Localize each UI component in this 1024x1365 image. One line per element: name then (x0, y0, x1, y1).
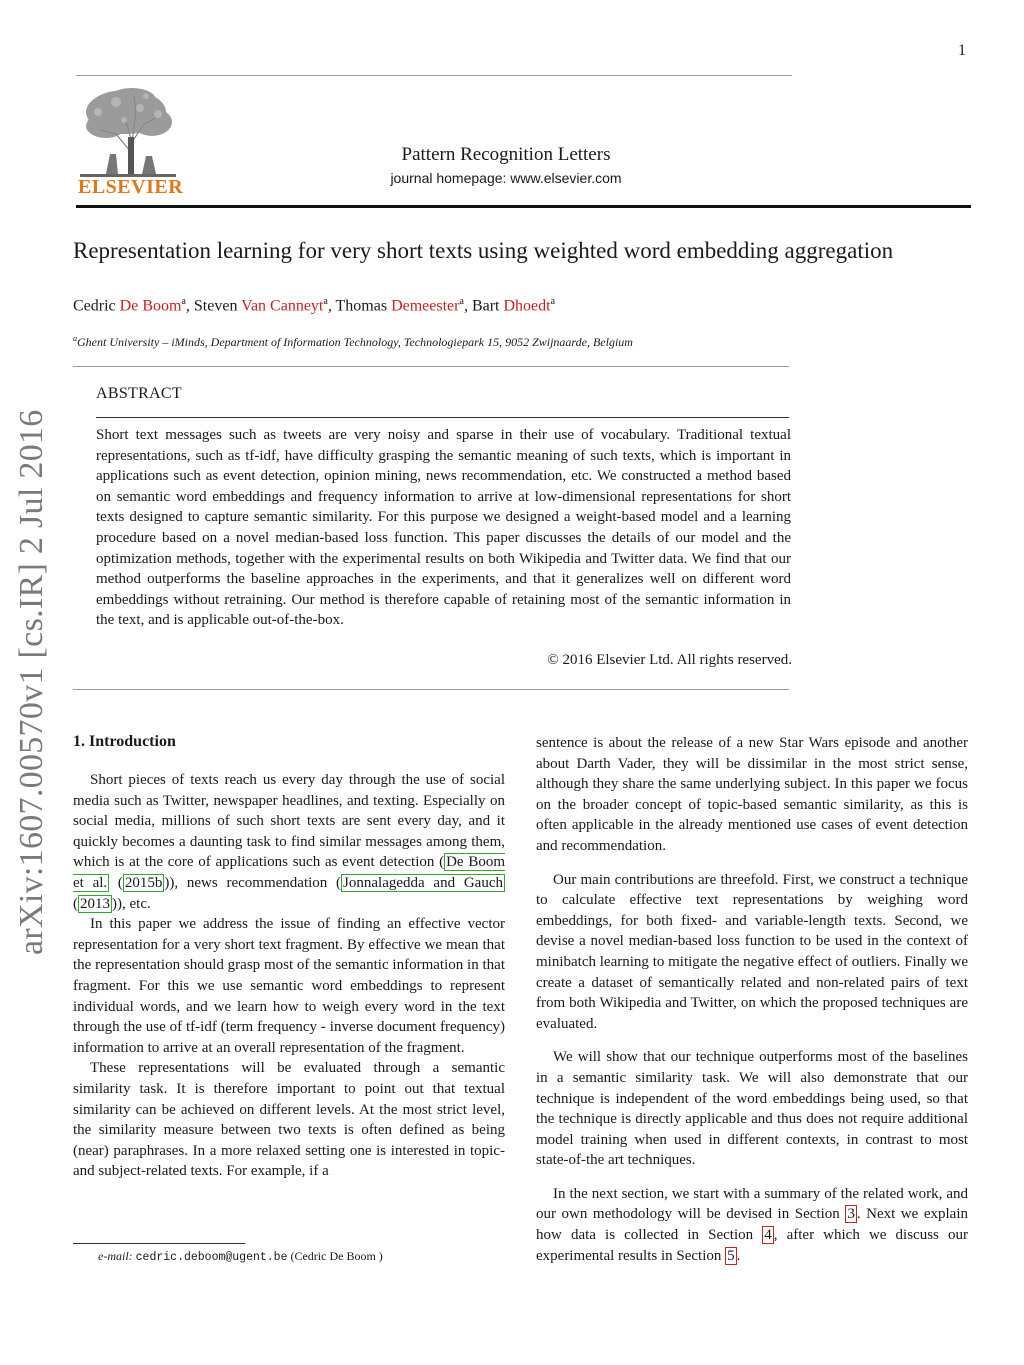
author-last: Demeester (391, 297, 460, 315)
author-first: Steven (193, 297, 242, 315)
author-last: Van Canneyt (241, 297, 324, 315)
paper-title: Representation learning for very short texts using weighted word embedding aggregation (73, 238, 894, 263)
footnote (98, 1249, 383, 1264)
author-last: Dhoedt (503, 297, 551, 315)
left-column (73, 770, 505, 1182)
citation-link[interactable]: De Boom et al. (73, 854, 505, 891)
header-top-rule (76, 75, 792, 76)
intro-paragraph: We will show that our technique outperforms most of the baselines in a semantic similarity task. We will also demonstrate that our technique is independent of the word embeddings being used, so that the technique is directly applicable and thus does not require additional model training when used in different contexts, in contrast to most state-of-the art techniques. (536, 1049, 968, 1169)
intro-paragraph: Short pieces of texts reach us every day through the use of social media such as Twitter, newspaper headlines, and texting. Especially on social media, millions of such short texts are sent every day, and it quickly becomes a daunting task to find similar messages among them, which is at the core of applications such as event detection ( De Boom et al. ( 2015b )), news recommendation ( Jonnalagedda and Gauch ( 2013 )), etc. (73, 772, 505, 912)
abstract-heading-rule (96, 417, 789, 418)
footnote-label: e-mail: (98, 1249, 133, 1263)
abstract-heading: ABSTRACT (96, 385, 182, 402)
author-affiliation-mark: a (459, 296, 464, 307)
section-reference-link[interactable]: 5 (727, 1247, 735, 1264)
citation-link[interactable]: Jonnalagedda and Gauch (343, 874, 503, 891)
header-bottom-rule (76, 205, 971, 208)
author-affiliation-mark: a (181, 296, 186, 307)
author-first: Bart (471, 297, 504, 315)
section-heading-introduction: 1. Introduction (73, 733, 176, 750)
citation-year-link[interactable]: 2013 (80, 895, 110, 912)
author-last: De Boom (119, 297, 182, 315)
author-affiliation-mark: a (323, 296, 328, 307)
abstract-text: Short text messages such as tweets are very noisy and sparse in their use of vocabulary. Traditional textual representations, such as tf-idf, have difficulty grasping the semantic meaning of such texts, which is important in applications such as event detection, opinion mining, news recommendation, etc. We constructed a method based on semantic word embeddings and frequency information to arrive at low-dimensional representations for short texts designed to capture semantic similarity. For this purpose we designed a weight-based model and a learning procedure based on a novel median-based loss function. This paper discusses the details of our model and the optimization methods, together with the experimental results on both Wikipedia and Twitter data. We find that our method outperforms the baseline approaches in the experiments, and that it generalizes well on different word embeddings without retraining. Our method is therefore capable of retaining most of the semantic information in the text, and is applicable out-of-the-box. (96, 427, 791, 629)
section-reference-link[interactable]: 4 (764, 1227, 772, 1244)
journal-title: Pattern Recognition Letters (401, 144, 611, 165)
citation-year-link[interactable]: 2015b (124, 874, 163, 891)
arxiv-stamp: arXiv:1607.00570v1 [cs.IR] 2 Jul 2016 (13, 409, 50, 955)
footnote-email: cedric.deboom@ugent.be (135, 1251, 288, 1264)
footnote-rule (73, 1243, 245, 1244)
abstract-top-rule (73, 366, 789, 367)
intro-paragraph: In the next section, we start with a summary of the related work, and our own methodology will be devised in Section 3 . Next we explain how data is collected in Section 4 , after which we discuss our experimental results in Section 5 . (536, 1185, 968, 1264)
copyright-notice: © 2016 Elsevier Ltd. All rights reserved. (547, 652, 792, 668)
author-first: Cedric (73, 297, 120, 315)
author-list: Cedric De Boom$^a$, Steven Van Canneyt$^a$, Thomas Demeester$^a$, Bart Dhoedt$^a$ (73, 296, 556, 315)
elsevier-wordmark: ELSEVIER (78, 176, 184, 198)
intro-paragraph: In this paper we address the issue of finding an effective vector representation for a very short text fragment. By effective we mean that the representation should grasp most of the semantic information in that fragment. For this we use semantic word embeddings to represent individual words, and we learn how to weigh every word in the text through the use of tf-idf (term frequency - inverse document frequency) information to arrive at an overall representation of the fragment. (73, 916, 505, 1056)
right-column (536, 733, 968, 1279)
author-first: Thomas (335, 297, 392, 315)
intro-paragraph: Our main contributions are threefold. First, we construct a technique to calculate effective text representations by weighing word embeddings, for both fixed- and variable-length texts. Second, we devise a novel median-based loss function to be used in the context of minibatch learning to mitigate the negative effect of outliers. Finally we create a dataset of semantically related and non-related pairs of text from both Wikipedia and Twitter, on which the proposed techniques are evaluated. (536, 871, 968, 1032)
journal-homepage: journal homepage: www.elsevier.com (390, 170, 622, 186)
footnote-name: (Cedric De Boom ) (287, 1249, 383, 1263)
section-reference-link[interactable]: 3 (847, 1206, 855, 1223)
author-affiliation-mark: a (550, 296, 556, 307)
intro-paragraph: These representations will be evaluated through a semantic similarity task. It is therefore important to point out that textual similarity can be achieved on different levels. At the most strict level, the similarity measure between two texts is often defined as being (near) paraphrases. In a more relaxed setting one is interested in topic- and subject-related texts. For example, if a (73, 1060, 505, 1180)
page-number: 1 (958, 42, 966, 59)
intro-paragraph: sentence is about the release of a new Star Wars episode and another about Darth Vader, they will be dissimilar in the most strict sense, although they share the same underlying subject. In this paper we focus on the broader concept of topic-based semantic similarity, as this is often applicable in the already mentioned use cases of event detection and recommendation. (536, 735, 968, 854)
abstract-bottom-rule (73, 689, 789, 690)
affiliation: $^a$Ghent University – iMinds, Department of Information Technology, Technologiepark 15, 9052 Zwijnaarde, Belgium (73, 334, 633, 349)
